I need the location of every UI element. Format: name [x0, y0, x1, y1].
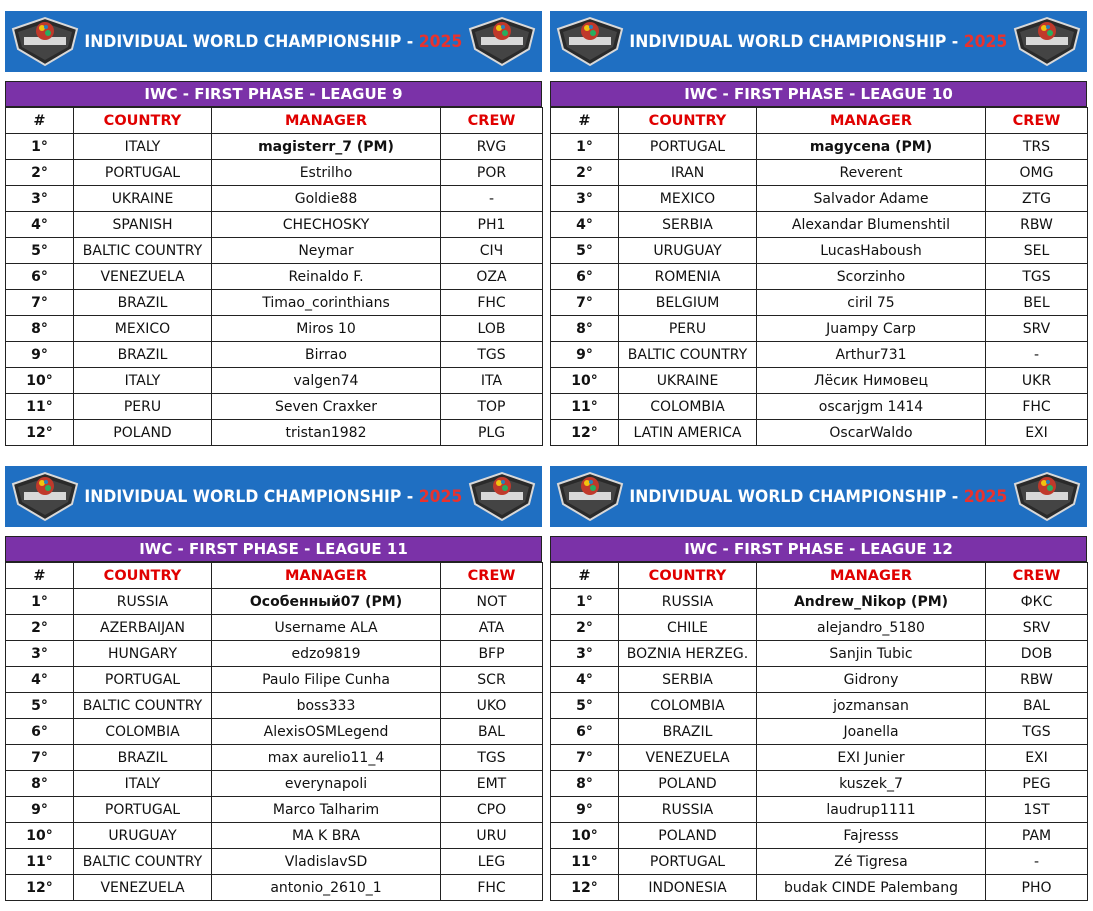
standings-table [550, 107, 1088, 446]
table-row [6, 745, 543, 771]
table-row [551, 264, 1088, 290]
rank-cell: 4° [551, 212, 619, 238]
rank-cell: 1° [6, 134, 74, 160]
rank-cell: 2° [6, 615, 74, 641]
rank-cell: 6° [551, 719, 619, 745]
crew-cell: EMT [441, 771, 543, 797]
header-position: # [551, 108, 619, 134]
crew-cell: NOT [441, 589, 543, 615]
rank-cell: 4° [6, 212, 74, 238]
manager-cell: Arthur731 [757, 342, 986, 368]
manager-cell: kuszek_7 [757, 771, 986, 797]
rank-cell: 5° [551, 693, 619, 719]
crew-cell: SRV [986, 615, 1088, 641]
manager-cell: EXI Junier [757, 745, 986, 771]
manager-cell: boss333 [212, 693, 441, 719]
table-row [551, 238, 1088, 264]
header-crew: CREW [441, 108, 543, 134]
crew-cell: ITA [441, 368, 543, 394]
table-row [551, 134, 1088, 160]
manager-cell: Andrew_Nikop (PM) [757, 589, 986, 615]
rank-cell: 12° [551, 875, 619, 901]
manager-cell: MA K BRA [212, 823, 441, 849]
country-cell: LATIN AMERICA [619, 420, 757, 446]
rank-cell: 10° [6, 823, 74, 849]
country-cell: PORTUGAL [74, 160, 212, 186]
table-row [551, 797, 1088, 823]
country-cell: BELGIUM [619, 290, 757, 316]
rank-cell: 9° [6, 797, 74, 823]
rank-cell: 2° [551, 160, 619, 186]
country-cell: SERBIA [619, 667, 757, 693]
manager-cell: jozmansan [757, 693, 986, 719]
crew-cell: 1ST [986, 797, 1088, 823]
country-cell: CHILE [619, 615, 757, 641]
rank-cell: 11° [6, 394, 74, 420]
country-cell: BALTIC COUNTRY [74, 849, 212, 875]
rank-cell: 11° [551, 394, 619, 420]
crew-cell: TGS [441, 342, 543, 368]
rank-cell: 5° [6, 693, 74, 719]
country-cell: VENEZUELA [74, 875, 212, 901]
country-cell: URUGUAY [619, 238, 757, 264]
country-cell: RUSSIA [619, 589, 757, 615]
manager-cell: Seven Craxker [212, 394, 441, 420]
crew-cell: TRS [986, 134, 1088, 160]
league-title: IWC - FIRST PHASE - LEAGUE 12 [550, 536, 1087, 562]
banner-year: 2025 [963, 486, 1008, 507]
country-cell: BOZNIA HERZEG. [619, 641, 757, 667]
country-cell: BALTIC COUNTRY [74, 238, 212, 264]
rank-cell: 4° [551, 667, 619, 693]
rank-cell: 8° [6, 316, 74, 342]
standings-table [5, 562, 543, 901]
country-cell: POLAND [619, 771, 757, 797]
manager-cell: tristan1982 [212, 420, 441, 446]
country-cell: ITALY [74, 368, 212, 394]
league-panel [550, 11, 1087, 445]
banner-year: 2025 [418, 31, 463, 52]
table-row [6, 368, 543, 394]
country-cell: ITALY [74, 771, 212, 797]
manager-cell: Reinaldo F. [212, 264, 441, 290]
manager-cell: Alexandar Blumenshtil [757, 212, 986, 238]
manager-cell: edzo9819 [212, 641, 441, 667]
table-row [551, 368, 1088, 394]
table-row [551, 420, 1088, 446]
manager-cell: Joanella [757, 719, 986, 745]
country-cell: RUSSIA [619, 797, 757, 823]
manager-cell: Лёсик Нимовец [757, 368, 986, 394]
mundial-logo-icon [1012, 15, 1082, 68]
rank-cell: 6° [6, 264, 74, 290]
country-cell: PERU [619, 316, 757, 342]
header-crew: CREW [986, 108, 1088, 134]
manager-cell: LucasHaboush [757, 238, 986, 264]
header-row [551, 563, 1088, 589]
country-cell: COLOMBIA [74, 719, 212, 745]
country-cell: SERBIA [619, 212, 757, 238]
banner-year: 2025 [963, 31, 1008, 52]
crew-cell: CIЧ [441, 238, 543, 264]
crew-cell: - [986, 849, 1088, 875]
crew-cell: PLG [441, 420, 543, 446]
rank-cell: 11° [551, 849, 619, 875]
rank-cell: 1° [6, 589, 74, 615]
manager-cell: ciril 75 [757, 290, 986, 316]
championship-banner [5, 11, 542, 72]
header-position: # [551, 563, 619, 589]
table-row [551, 641, 1088, 667]
manager-cell: max aurelio11_4 [212, 745, 441, 771]
table-row [6, 823, 543, 849]
rank-cell: 7° [6, 290, 74, 316]
crew-cell: RBW [986, 212, 1088, 238]
header-country: COUNTRY [619, 108, 757, 134]
league-panel [5, 466, 542, 900]
table-row [6, 641, 543, 667]
standings-table [5, 107, 543, 446]
country-cell: MEXICO [619, 186, 757, 212]
country-cell: BRAZIL [74, 290, 212, 316]
manager-cell: Neymar [212, 238, 441, 264]
header-row [6, 108, 543, 134]
manager-cell: OscarWaldo [757, 420, 986, 446]
rank-cell: 12° [6, 420, 74, 446]
country-cell: INDONESIA [619, 875, 757, 901]
crew-cell: LEG [441, 849, 543, 875]
manager-cell: CHECHOSKY [212, 212, 441, 238]
mundial-logo-icon [467, 15, 537, 68]
manager-cell: Estrilho [212, 160, 441, 186]
mundial-logo-icon [10, 470, 80, 523]
table-row [551, 160, 1088, 186]
manager-cell: Salvador Adame [757, 186, 986, 212]
crew-cell: DOB [986, 641, 1088, 667]
crew-cell: RVG [441, 134, 543, 160]
country-cell: UKRAINE [619, 368, 757, 394]
header-manager: MANAGER [757, 108, 986, 134]
country-cell: RUSSIA [74, 589, 212, 615]
manager-cell: AlexisOSMLegend [212, 719, 441, 745]
manager-cell: alejandro_5180 [757, 615, 986, 641]
table-row [6, 719, 543, 745]
header-country: COUNTRY [74, 563, 212, 589]
table-row [6, 771, 543, 797]
table-row [551, 823, 1088, 849]
banner-title [85, 487, 463, 507]
country-cell: POLAND [74, 420, 212, 446]
banner-title [85, 32, 463, 52]
rank-cell: 7° [551, 290, 619, 316]
banner-title-text: INDIVIDUAL WORLD CHAMPIONSHIP - [84, 31, 419, 52]
crew-cell: UKR [986, 368, 1088, 394]
table-row [551, 771, 1088, 797]
country-cell: PORTUGAL [74, 797, 212, 823]
rank-cell: 10° [6, 368, 74, 394]
manager-cell: Goldie88 [212, 186, 441, 212]
crew-cell: TOP [441, 394, 543, 420]
table-row [551, 342, 1088, 368]
rank-cell: 11° [6, 849, 74, 875]
table-row [551, 849, 1088, 875]
table-row [6, 589, 543, 615]
mundial-logo-icon [10, 15, 80, 68]
rank-cell: 3° [6, 186, 74, 212]
manager-cell: Gidrony [757, 667, 986, 693]
country-cell: URUGUAY [74, 823, 212, 849]
country-cell: IRAN [619, 160, 757, 186]
country-cell: ITALY [74, 134, 212, 160]
league-title: IWC - FIRST PHASE - LEAGUE 10 [550, 81, 1087, 107]
crew-cell: EXI [986, 420, 1088, 446]
crew-cell: RBW [986, 667, 1088, 693]
country-cell: VENEZUELA [619, 745, 757, 771]
crew-cell: ATA [441, 615, 543, 641]
crew-cell: BAL [986, 693, 1088, 719]
manager-cell: laudrup1111 [757, 797, 986, 823]
header-manager: MANAGER [212, 563, 441, 589]
manager-cell: Miros 10 [212, 316, 441, 342]
crew-cell: PHO [986, 875, 1088, 901]
table-row [551, 745, 1088, 771]
crew-cell: CPO [441, 797, 543, 823]
crew-cell: URU [441, 823, 543, 849]
crew-cell: PAM [986, 823, 1088, 849]
country-cell: HUNGARY [74, 641, 212, 667]
country-cell: VENEZUELA [74, 264, 212, 290]
rank-cell: 10° [551, 368, 619, 394]
rank-cell: 6° [551, 264, 619, 290]
country-cell: COLOMBIA [619, 693, 757, 719]
crew-cell: EXI [986, 745, 1088, 771]
table-row [6, 420, 543, 446]
rank-cell: 1° [551, 134, 619, 160]
crew-cell: OZA [441, 264, 543, 290]
rank-cell: 3° [6, 641, 74, 667]
banner-title-text: INDIVIDUAL WORLD CHAMPIONSHIP - [629, 486, 964, 507]
rank-cell: 7° [6, 745, 74, 771]
manager-cell: antonio_2610_1 [212, 875, 441, 901]
crew-cell: - [441, 186, 543, 212]
manager-cell: Timao_corinthians [212, 290, 441, 316]
rank-cell: 7° [551, 745, 619, 771]
rank-cell: 10° [551, 823, 619, 849]
mundial-logo-icon [1012, 470, 1082, 523]
table-row [551, 667, 1088, 693]
rank-cell: 9° [551, 342, 619, 368]
table-row [6, 615, 543, 641]
rank-cell: 2° [551, 615, 619, 641]
table-row [6, 238, 543, 264]
table-row [6, 316, 543, 342]
country-cell: SPANISH [74, 212, 212, 238]
country-cell: BRAZIL [74, 342, 212, 368]
rank-cell: 3° [551, 641, 619, 667]
table-row [6, 212, 543, 238]
table-row [6, 394, 543, 420]
manager-cell: oscarjgm 1414 [757, 394, 986, 420]
rank-cell: 1° [551, 589, 619, 615]
rank-cell: 9° [551, 797, 619, 823]
table-row [551, 186, 1088, 212]
country-cell: BALTIC COUNTRY [619, 342, 757, 368]
table-row [551, 693, 1088, 719]
league-panel [5, 11, 542, 445]
country-cell: BRAZIL [74, 745, 212, 771]
table-row [6, 342, 543, 368]
header-row [6, 563, 543, 589]
rank-cell: 8° [551, 771, 619, 797]
country-cell: PERU [74, 394, 212, 420]
crew-cell: - [986, 342, 1088, 368]
rank-cell: 5° [6, 238, 74, 264]
crew-cell: FHC [986, 394, 1088, 420]
country-cell: UKRAINE [74, 186, 212, 212]
header-crew: CREW [986, 563, 1088, 589]
table-row [551, 875, 1088, 901]
manager-cell: Zé Tigresa [757, 849, 986, 875]
crew-cell: LOB [441, 316, 543, 342]
rank-cell: 2° [6, 160, 74, 186]
table-row [6, 693, 543, 719]
header-crew: CREW [441, 563, 543, 589]
mundial-logo-icon [555, 470, 625, 523]
country-cell: POLAND [619, 823, 757, 849]
crew-cell: PH1 [441, 212, 543, 238]
table-row [6, 290, 543, 316]
country-cell: PORTUGAL [619, 849, 757, 875]
banner-title-text: INDIVIDUAL WORLD CHAMPIONSHIP - [629, 31, 964, 52]
crew-cell: BAL [441, 719, 543, 745]
country-cell: MEXICO [74, 316, 212, 342]
crew-cell: FHC [441, 875, 543, 901]
crew-cell: SRV [986, 316, 1088, 342]
rank-cell: 4° [6, 667, 74, 693]
manager-cell: everynapoli [212, 771, 441, 797]
country-cell: ROMENIA [619, 264, 757, 290]
manager-cell: magycena (PM) [757, 134, 986, 160]
rank-cell: 8° [6, 771, 74, 797]
country-cell: COLOMBIA [619, 394, 757, 420]
country-cell: AZERBAIJAN [74, 615, 212, 641]
manager-cell: Fajresss [757, 823, 986, 849]
rank-cell: 9° [6, 342, 74, 368]
rank-cell: 6° [6, 719, 74, 745]
banner-title [630, 32, 1008, 52]
crew-cell: ZTG [986, 186, 1088, 212]
table-row [6, 134, 543, 160]
header-manager: MANAGER [757, 563, 986, 589]
table-row [6, 264, 543, 290]
header-country: COUNTRY [74, 108, 212, 134]
table-row [6, 797, 543, 823]
table-row [551, 290, 1088, 316]
header-position: # [6, 563, 74, 589]
country-cell: BRAZIL [619, 719, 757, 745]
manager-cell: Scorzinho [757, 264, 986, 290]
manager-cell: Marco Talharim [212, 797, 441, 823]
rank-cell: 12° [6, 875, 74, 901]
crew-cell: ФКС [986, 589, 1088, 615]
rank-cell: 8° [551, 316, 619, 342]
crew-cell: BFP [441, 641, 543, 667]
crew-cell: SEL [986, 238, 1088, 264]
header-position: # [6, 108, 74, 134]
crew-cell: OMG [986, 160, 1088, 186]
table-row [551, 394, 1088, 420]
manager-cell: magisterr_7 (PM) [212, 134, 441, 160]
championship-banner [550, 11, 1087, 72]
manager-cell: Username ALA [212, 615, 441, 641]
table-row [551, 316, 1088, 342]
manager-cell: Sanjin Tubic [757, 641, 986, 667]
rank-cell: 3° [551, 186, 619, 212]
championship-banner [550, 466, 1087, 527]
table-row [6, 667, 543, 693]
championship-banner [5, 466, 542, 527]
table-row [551, 615, 1088, 641]
league-panel [550, 466, 1087, 900]
banner-year: 2025 [418, 486, 463, 507]
table-row [6, 849, 543, 875]
manager-cell: Reverent [757, 160, 986, 186]
manager-cell: Особенный07 (PM) [212, 589, 441, 615]
manager-cell: budak CINDE Palembang [757, 875, 986, 901]
crew-cell: PEG [986, 771, 1088, 797]
header-country: COUNTRY [619, 563, 757, 589]
country-cell: PORTUGAL [74, 667, 212, 693]
league-title: IWC - FIRST PHASE - LEAGUE 9 [5, 81, 542, 107]
table-row [551, 212, 1088, 238]
manager-cell: Birrao [212, 342, 441, 368]
rank-cell: 12° [551, 420, 619, 446]
manager-cell: Paulo Filipe Cunha [212, 667, 441, 693]
standings-table [550, 562, 1088, 901]
mundial-logo-icon [467, 470, 537, 523]
crew-cell: FHC [441, 290, 543, 316]
crew-cell: TGS [986, 264, 1088, 290]
table-row [6, 186, 543, 212]
mundial-logo-icon [555, 15, 625, 68]
table-row [6, 875, 543, 901]
crew-cell: UKO [441, 693, 543, 719]
crew-cell: POR [441, 160, 543, 186]
header-manager: MANAGER [212, 108, 441, 134]
banner-title [630, 487, 1008, 507]
banner-title-text: INDIVIDUAL WORLD CHAMPIONSHIP - [84, 486, 419, 507]
table-row [551, 589, 1088, 615]
manager-cell: Juampy Carp [757, 316, 986, 342]
table-row [551, 719, 1088, 745]
table-row [6, 160, 543, 186]
manager-cell: valgen74 [212, 368, 441, 394]
league-title: IWC - FIRST PHASE - LEAGUE 11 [5, 536, 542, 562]
crew-cell: TGS [986, 719, 1088, 745]
crew-cell: SCR [441, 667, 543, 693]
rank-cell: 5° [551, 238, 619, 264]
country-cell: PORTUGAL [619, 134, 757, 160]
crew-cell: TGS [441, 745, 543, 771]
country-cell: BALTIC COUNTRY [74, 693, 212, 719]
crew-cell: BEL [986, 290, 1088, 316]
header-row [551, 108, 1088, 134]
manager-cell: VladislavSD [212, 849, 441, 875]
